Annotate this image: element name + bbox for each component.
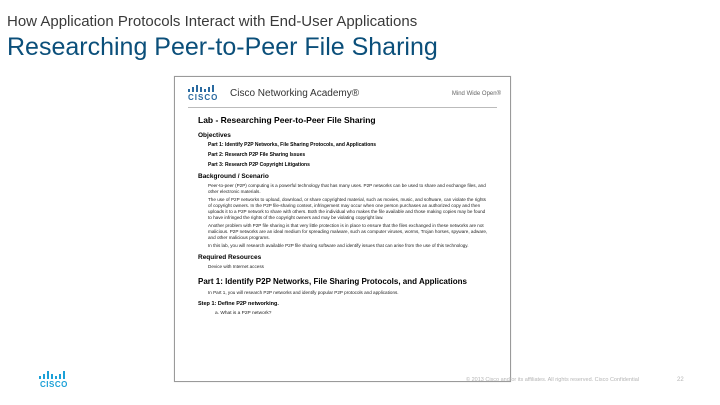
header-divider: [188, 107, 497, 108]
background-paragraph: In this lab, you will research available P2P file sharing software and identify issues that can arise from the use of this technology.: [208, 243, 469, 248]
slide-subtitle: How Application Protocols Interact with End-User Applications: [7, 13, 418, 30]
resources-item: Device with Internet access: [208, 264, 264, 269]
copyright-notice: © 2013 Cisco and/or its affiliates. All rights reserved. Cisco Confidential: [466, 377, 640, 383]
objectives-heading: Objectives: [198, 132, 231, 139]
cisco-logo: [188, 85, 219, 103]
resources-heading: Required Resources: [198, 254, 262, 261]
page-number: 22: [677, 377, 684, 383]
background-paragraph: The use of P2P networks to upload, download, or share copyrighted material, such as movies, music, and software, can violate the rights of copyright owners. In the P2P file-sharing context, infringement may occur when one person purchases an authorized copy and then uploads it to a P2P network to share with others. Both the individual who makes the file available and those making copies may be found to have infringed the rights of the copyright owners and may be violating copyright law.: [208, 197, 486, 220]
step1-question-a: a. What is a P2P network?: [215, 311, 272, 316]
objective-item: Part 1: Identify P2P Networks, File Sharing Protocols, and Applications: [208, 142, 377, 148]
lab-document-image: [174, 76, 511, 382]
background-paragraph: Peer-to-peer (P2P) computing is a powerful technology that has many uses. P2P networks can be used to share and exchange files, and other electronic materials.: [208, 183, 486, 194]
tagline: Mind Wide Open®: [451, 91, 501, 97]
cisco-bars-icon: [38, 371, 68, 379]
cisco-wordmark: CISCO: [188, 93, 219, 102]
footer-logo-text: CISCO: [40, 380, 68, 389]
background-heading: Background / Scenario: [198, 173, 269, 180]
footer-cisco-logo: [38, 371, 68, 389]
slide-title: Researching Peer-to-Peer File Sharing: [7, 33, 438, 61]
cisco-bars-icon: [188, 85, 216, 92]
background-paragraph: Another problem with P2P file sharing is that very little protection is in place to ensure that the files exchanged in these networks are not malicious. P2P networks are an ideal medium for spreading malware, such as computer viruses, worms, Trojan horses, spyware, adware, and other malicious programs.: [208, 223, 488, 240]
lab-title: Lab - Researching Peer-to-Peer File Sharing: [198, 115, 376, 125]
part1-intro: In Part 1, you will research P2P networks and identify popular P2P protocols and applications.: [208, 290, 399, 295]
academy-name: Cisco Networking Academy®: [230, 88, 360, 99]
objective-item: Part 3: Research P2P Copyright Litigations: [208, 162, 310, 168]
document-header: [175, 77, 510, 109]
objective-item: Part 2: Research P2P File Sharing Issues: [208, 152, 306, 158]
step1-heading: Step 1: Define P2P networking.: [198, 301, 279, 307]
document-body: [198, 115, 488, 320]
part1-title: Part 1: Identify P2P Networks, File Sharing Protocols, and Applications: [198, 277, 467, 286]
